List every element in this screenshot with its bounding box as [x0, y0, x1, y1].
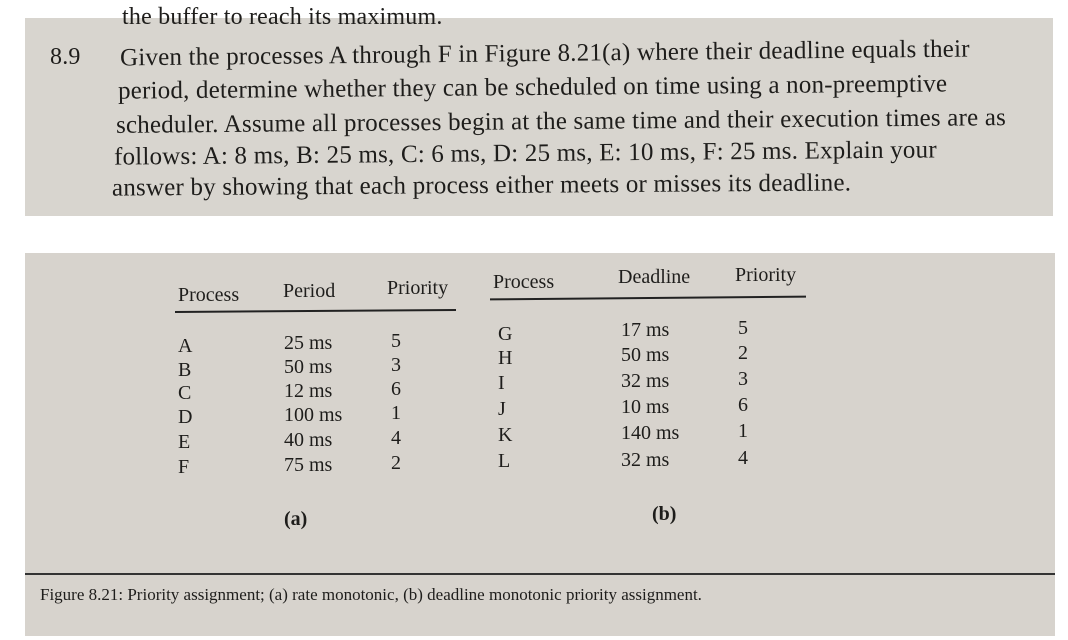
table-a-cell: 1	[391, 402, 401, 424]
table-a-cell: 3	[391, 354, 401, 376]
table-b-cell: 140 ms	[621, 422, 680, 444]
table-a-cell: 100 ms	[284, 404, 343, 426]
previous-problem-fragment: the buffer to reach its maximum.	[122, 4, 443, 30]
table-a-cell: D	[178, 406, 193, 428]
table-a-header-process: Process	[178, 284, 240, 306]
table-b-cell: 50 ms	[621, 344, 670, 366]
table-a-cell: A	[178, 335, 193, 357]
table-a-cell: 12 ms	[284, 380, 333, 402]
table-b-header-priority: Priority	[735, 264, 797, 286]
table-b-cell: 4	[738, 447, 748, 469]
table-b-cell: 1	[738, 420, 748, 442]
table-b-cell: 3	[738, 368, 748, 390]
table-b-cell: K	[498, 424, 513, 446]
table-b-label: (b)	[652, 503, 677, 525]
figure-panel	[25, 253, 1055, 636]
problem-line-3: scheduler. Assume all processes begin at the same time and their execution times are as	[115, 104, 1007, 139]
problem-line-5: answer by showing that each process either meets or misses its deadline.	[111, 169, 852, 202]
table-a-header-period: Period	[283, 280, 336, 302]
table-b-cell: J	[498, 398, 506, 420]
problem-panel	[25, 4, 1053, 216]
problem-number: 8.9	[50, 44, 81, 70]
problem-line-2: period, determine whether they can be scheduled on time using a non-preemptive	[117, 70, 948, 105]
table-a-cell: C	[178, 382, 192, 404]
table-b-cell: H	[498, 347, 513, 369]
table-a-cell: E	[178, 431, 191, 453]
table-b-cell: L	[498, 450, 511, 472]
table-a-cell: 50 ms	[284, 356, 333, 378]
table-b-header-rule	[490, 296, 806, 301]
table-a-cell: 5	[391, 330, 401, 352]
table-b-cell: 32 ms	[621, 370, 670, 392]
table-b-cell: 2	[738, 342, 748, 364]
table-b-cell: 5	[738, 317, 748, 339]
table-a-cell: 2	[391, 452, 401, 474]
table-a-cell: B	[178, 359, 192, 381]
table-a-cell: 4	[391, 427, 401, 449]
table-a-cell: F	[178, 456, 190, 478]
table-b-cell: 17 ms	[621, 319, 670, 341]
table-a-header-priority: Priority	[387, 277, 449, 299]
table-a-cell: 40 ms	[284, 429, 333, 451]
table-a-cell: 25 ms	[284, 332, 333, 354]
table-a-cell: 6	[391, 378, 401, 400]
table-b-header-deadline: Deadline	[618, 266, 691, 288]
figure-caption: Figure 8.21: Priority assignment; (a) rate monotonic, (b) deadline monotonic priority assignment.	[40, 585, 702, 604]
problem-line-4: follows: A: 8 ms, B: 25 ms, C: 6 ms, D: 25 ms, E: 10 ms, F: 25 ms. Explain your	[113, 136, 937, 171]
table-b-cell: G	[498, 323, 513, 345]
table-a-header-rule	[175, 309, 456, 313]
table-b-cell: 32 ms	[621, 449, 670, 471]
table-b-cell: 6	[738, 394, 748, 416]
table-a-cell: 75 ms	[284, 454, 333, 476]
table-b-cell: I	[498, 372, 505, 394]
table-b-cell: 10 ms	[621, 396, 670, 418]
table-a-label: (a)	[284, 508, 308, 530]
table-b-header-process: Process	[493, 271, 555, 293]
problem-line-1: Given the processes A through F in Figure 8.21(a) where their deadline equals their	[119, 35, 970, 72]
caption-rule	[25, 573, 1055, 575]
